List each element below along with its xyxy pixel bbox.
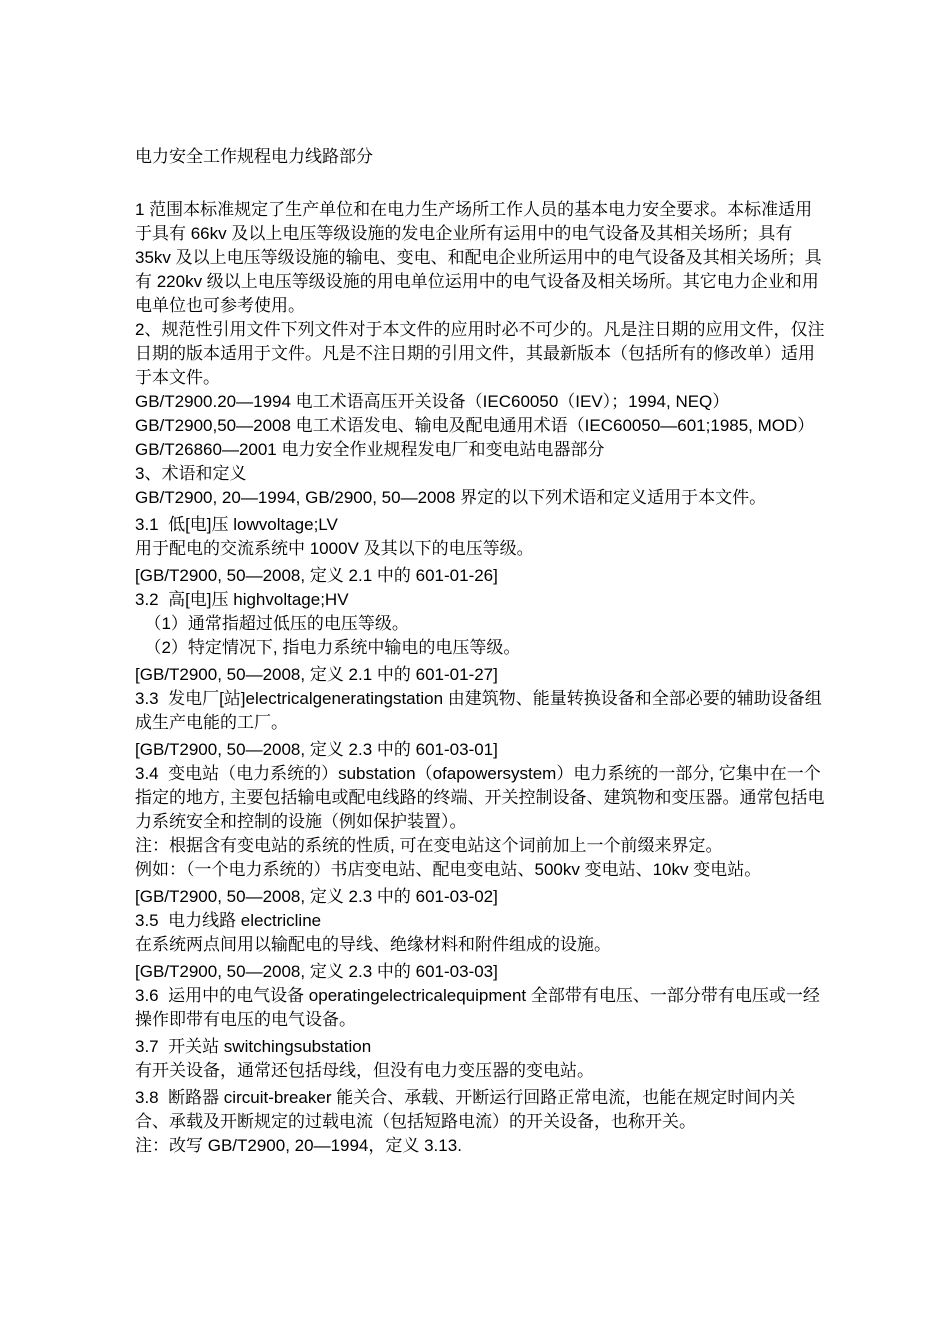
- paragraph-reference-gbt2900-20: GB/T2900.20—1994 电工术语高压开关设备（IEC60050（IEV）；1994, NEQ）GB/T2900,50—2008 电工术语发电、输电及配电通用术语（IEC60050—601;1985, MOD）: [135, 392, 815, 435]
- term-3-3-source: [GB/T2900, 50—2008, 定义 2.3 中的 601-03-01]: [135, 740, 498, 759]
- term-3-2-heading: 3.2 高[电]压 highvoltage;HV: [135, 590, 349, 609]
- document-body: [135, 198, 825, 1158]
- term-3-2-item-2: （2）特定情况下, 指电力系统中输电的电压等级。: [135, 638, 521, 657]
- term-3-6-definition: 3.6 运用中的电气设备 operatingelectricalequipment 全部带有电压、一部分带有电压或一经操作即带有电压的电气设备。: [135, 986, 820, 1029]
- term-3-2-item-1: （1）通常指超过低压的电压等级。: [135, 614, 409, 633]
- section-heading-terms: 3、术语和定义: [135, 464, 247, 483]
- term-3-3-definition: 3.3 发电厂[站]electricalgeneratingstation 由建筑物、能量转换设备和全部必要的辅助设备组成生产电能的工厂。: [135, 689, 822, 732]
- term-3-4-example: 例如：（一个电力系统的）书店变电站、配电变电站、500kv 变电站、10kv 变电站。: [135, 860, 762, 879]
- term-3-8-note: 注：改写 GB/T2900, 20—1994，定义 3.13.: [135, 1136, 462, 1155]
- term-3-5-source: [GB/T2900, 50—2008, 定义 2.3 中的 601-03-03]: [135, 962, 498, 981]
- paragraph-scope: 1 范围本标准规定了生产单位和在电力生产场所工作人员的基本电力安全要求。本标准适用于具有 66kv 及以上电压等级设施的发电企业所有运用中的电气设备及其相关场所；具有 35kv 及以上电压等级设施的输电、变电、和配电企业所运用中的电气设备及其相关场所；具有 220kv 级以上电压等级设施的用电单位运用中的电气设备及相关场所。其它电力企业和用电单位也可参考使用。: [135, 200, 822, 315]
- term-3-1-source: [GB/T2900, 50—2008, 定义 2.1 中的 601-01-26]: [135, 566, 498, 585]
- term-3-4-definition: 3.4 变电站（电力系统的）substation（ofapowersystem）电力系统的一部分, 它集中在一个指定的地方, 主要包括输电或配电线路的终端、开关控制设备、建筑物和变压器。通常包括电力系统安全和控制的设施（例如保护装置）。: [135, 764, 825, 831]
- term-3-7-heading: 3.7 开关站 switchingsubstation: [135, 1037, 372, 1056]
- term-3-4-note: 注：根据含有变电站的系统的性质, 可在变电站这个词前加上一个前缀来界定。: [135, 836, 723, 855]
- paragraph-reference-gbt26860: GB/T26860—2001 电力安全作业规程发电厂和变电站电器部分: [135, 440, 605, 459]
- term-3-2-source: [GB/T2900, 50—2008, 定义 2.1 中的 601-01-27]: [135, 665, 498, 684]
- term-3-1-definition: 用于配电的交流系统中 1000V 及其以下的电压等级。: [135, 539, 534, 558]
- term-3-5-definition: 在系统两点间用以输配电的导线、绝缘材料和附件组成的设施。: [135, 935, 611, 954]
- term-3-5-heading: 3.5 电力线路 electricline: [135, 911, 322, 930]
- document-title: 电力安全工作规程电力线路部分: [135, 147, 373, 166]
- term-3-8-definition: 3.8 断路器 circuit-breaker 能关合、承载、开断运行回路正常电流，也能在规定时间内关合、承载及开断规定的过载电流（包括短路电流）的开关设备，也称开关。: [135, 1088, 796, 1131]
- term-3-7-definition: 有开关设备，通常还包括母线，但没有电力变压器的变电站。: [135, 1061, 594, 1080]
- term-3-1-heading: 3.1 低[电]压 lowvoltage;LV: [135, 515, 338, 534]
- paragraph-normative-references: 2、规范性引用文件下列文件对于本文件的应用时必不可少的。凡是注日期的应用文件，仅注日期的版本适用于文件。凡是不注日期的引用文件，其最新版本（包括所有的修改单）适用于本文件。: [135, 320, 825, 387]
- paragraph-terms-intro: GB/T2900, 20—1994, GB/2900, 50—2008 界定的以下列术语和定义适用于本文件。: [135, 488, 767, 507]
- term-3-4-source: [GB/T2900, 50—2008, 定义 2.3 中的 601-03-02]: [135, 887, 498, 906]
